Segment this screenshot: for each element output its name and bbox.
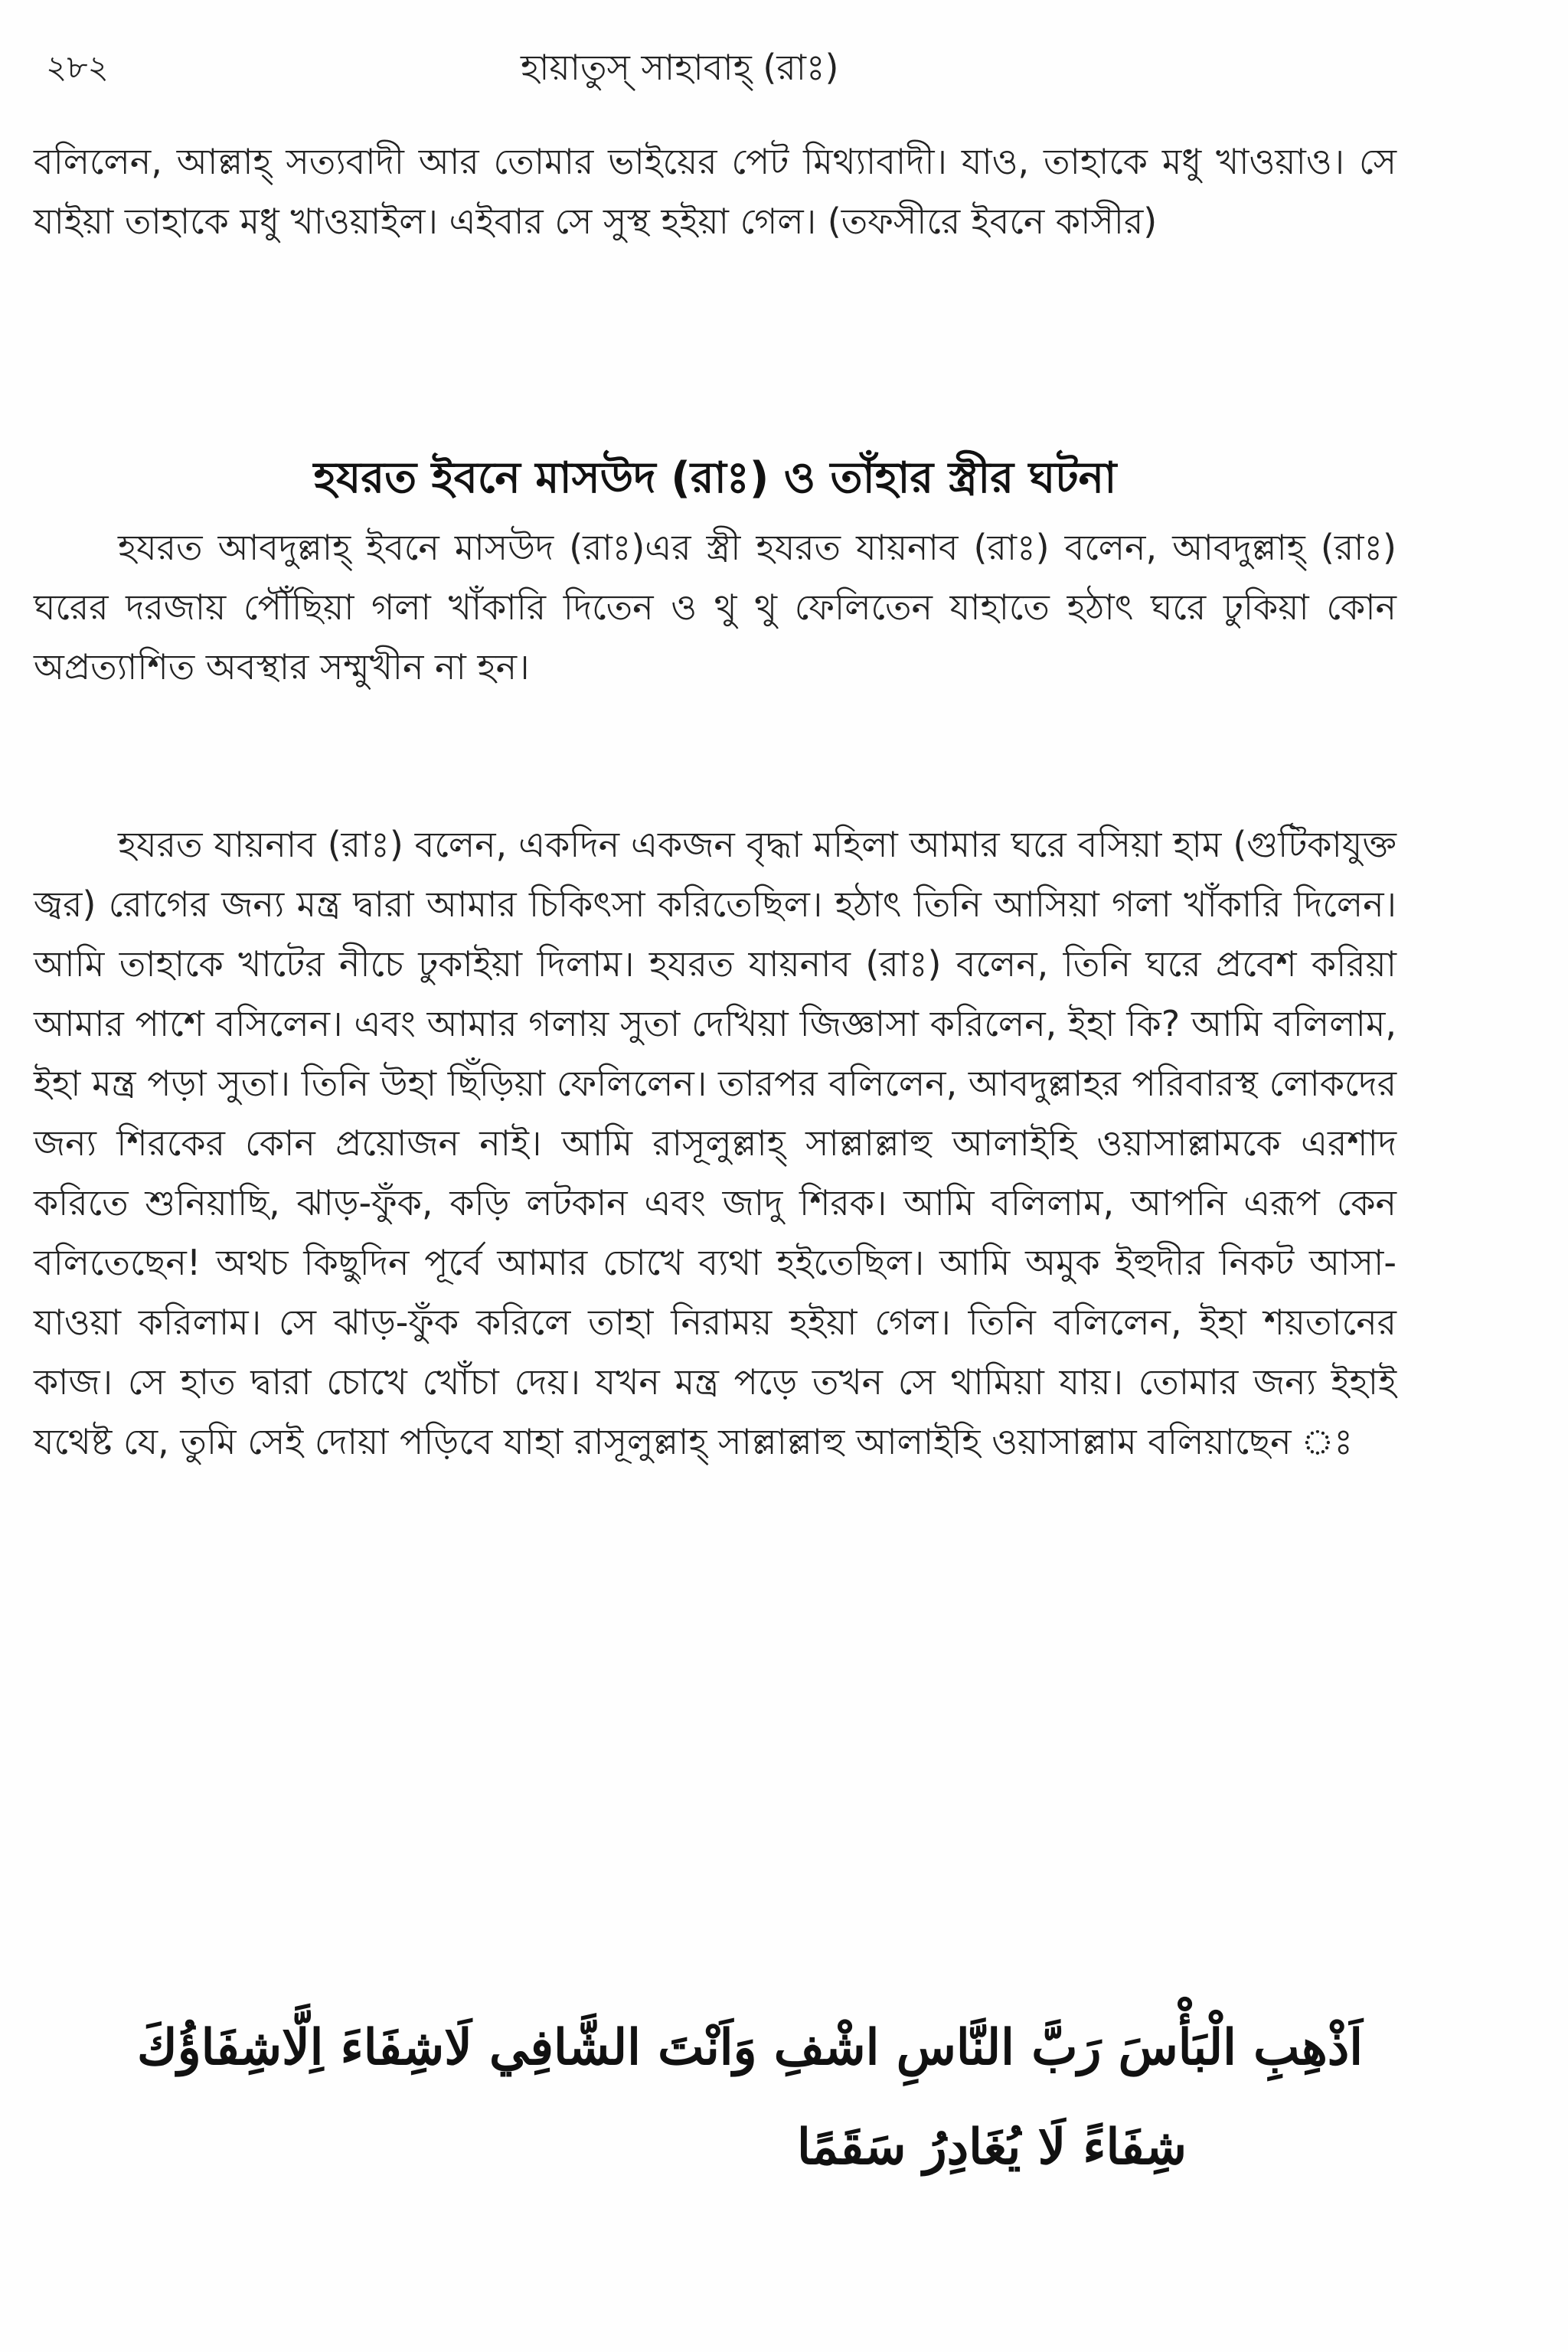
running-book-title: হায়াতুস্ সাহাবাহ্ (রাঃ)	[521, 47, 839, 88]
paragraph-continued: বলিলেন, আল্লাহ্ সত্যবাদী আর তোমার ভাইয়ের পেট মিথ্যাবাদী। যাও, তাহাকে মধু খাওয়াও। সে যাইয়া তাহাকে মধু খাওয়াইল। এইবার সে সুস্থ হইয়া গেল। (তফসীরে ইবনে কাসীর)	[34, 141, 1396, 242]
page-number: ২৮২	[46, 48, 109, 86]
running-header	[31, 37, 1409, 98]
arabic-dua-line-1: اَذْهِبِ الْبَأْسَ رَبَّ النَّاسِ اشْفِ وَاَنْتَ الشَّافِي لَاشِفَاءَ اِلَّاشِفَاؤُكَ	[136, 2019, 1363, 2076]
paragraph-zaynab-intro: হযরত আবদুল্লাহ্ ইবনে মাসউদ (রাঃ)এর স্ত্রী হযরত যায়নাব (রাঃ) বলেন, আবদুল্লাহ্ (রাঃ) ঘরের দরজায় পৌঁছিয়া গলা খাঁকারি দিতেন ও থু থু ফেলিতেন যাহাতে হঠাৎ ঘরে ঢুকিয়া কোন অপ্রত্যাশিত অবস্থার সম্মুখীন না হন।	[34, 527, 1396, 688]
paragraph-zaynab-story: হযরত যায়নাব (রাঃ) বলেন, একদিন একজন বৃদ্ধা মহিলা আমার ঘরে বসিয়া হাম (গুটিকাযুক্ত জ্বর) রোগের জন্য মন্ত্র দ্বারা আমার চিকিৎসা করিতেছিল। হঠাৎ তিনি আসিয়া গলা খাঁকারি দিলেন। আমি তাহাকে খাটের নীচে ঢুকাইয়া দিলাম। হযরত যায়নাব (রাঃ) বলেন, তিনি ঘরে প্রবেশ করিয়া আমার পাশে বসিলেন। এবং আমার গলায় সুতা দেখিয়া জিজ্ঞাসা করিলেন, ইহা কি? আমি বলিলাম, ইহা মন্ত্র পড়া সুতা। তিনি উহা ছিঁড়িয়া ফেলিলেন। তারপর বলিলেন, আবদুল্লাহর পরিবারস্থ লোকদের জন্য শিরকের কোন প্রয়োজন নাই। আমি রাসূলুল্লাহ্ সাল্লাল্লাহু আলাইহি ওয়াসাল্লামকে এরশাদ করিতে শুনিয়াছি, ঝাড়-ফুঁক, কড়ি লটকান এবং জাদু শিরক। আমি বলিলাম, আপনি এরূপ কেন বলিতেছেন! অথচ কিছুদিন পূর্বে আমার চোখে ব্যথা হইতেছিল। আমি অমুক ইহুদীর নিকট আসা-যাওয়া করিলাম। সে ঝাড়-ফুঁক করিলে তাহা নিরাময় হইয়া গেল। তিনি বলিলেন, ইহা শয়তানের কাজ। সে হাত দ্বারা চোখে খোঁচা দেয়। যখন মন্ত্র পড়ে তখন সে থামিয়া যায়। তোমার জন্য ইহাই যথেষ্ট যে, তুমি সেই দোয়া পড়িবে যাহা রাসূলুল্লাহ্ সাল্লাল্লাহু আলাইহি ওয়াসাল্লাম বলিয়াছেন ঃ	[34, 824, 1396, 1462]
arabic-dua-line-2: شِفَاءً لَا يُغَادِرُ سَقَمًا	[796, 2118, 1187, 2176]
section-heading: হযরত ইবনে মাসউদ (রাঃ) ও তাঁহার স্ত্রীর ঘটনা	[313, 453, 1117, 503]
arabic-dua	[46, 1998, 1363, 2197]
